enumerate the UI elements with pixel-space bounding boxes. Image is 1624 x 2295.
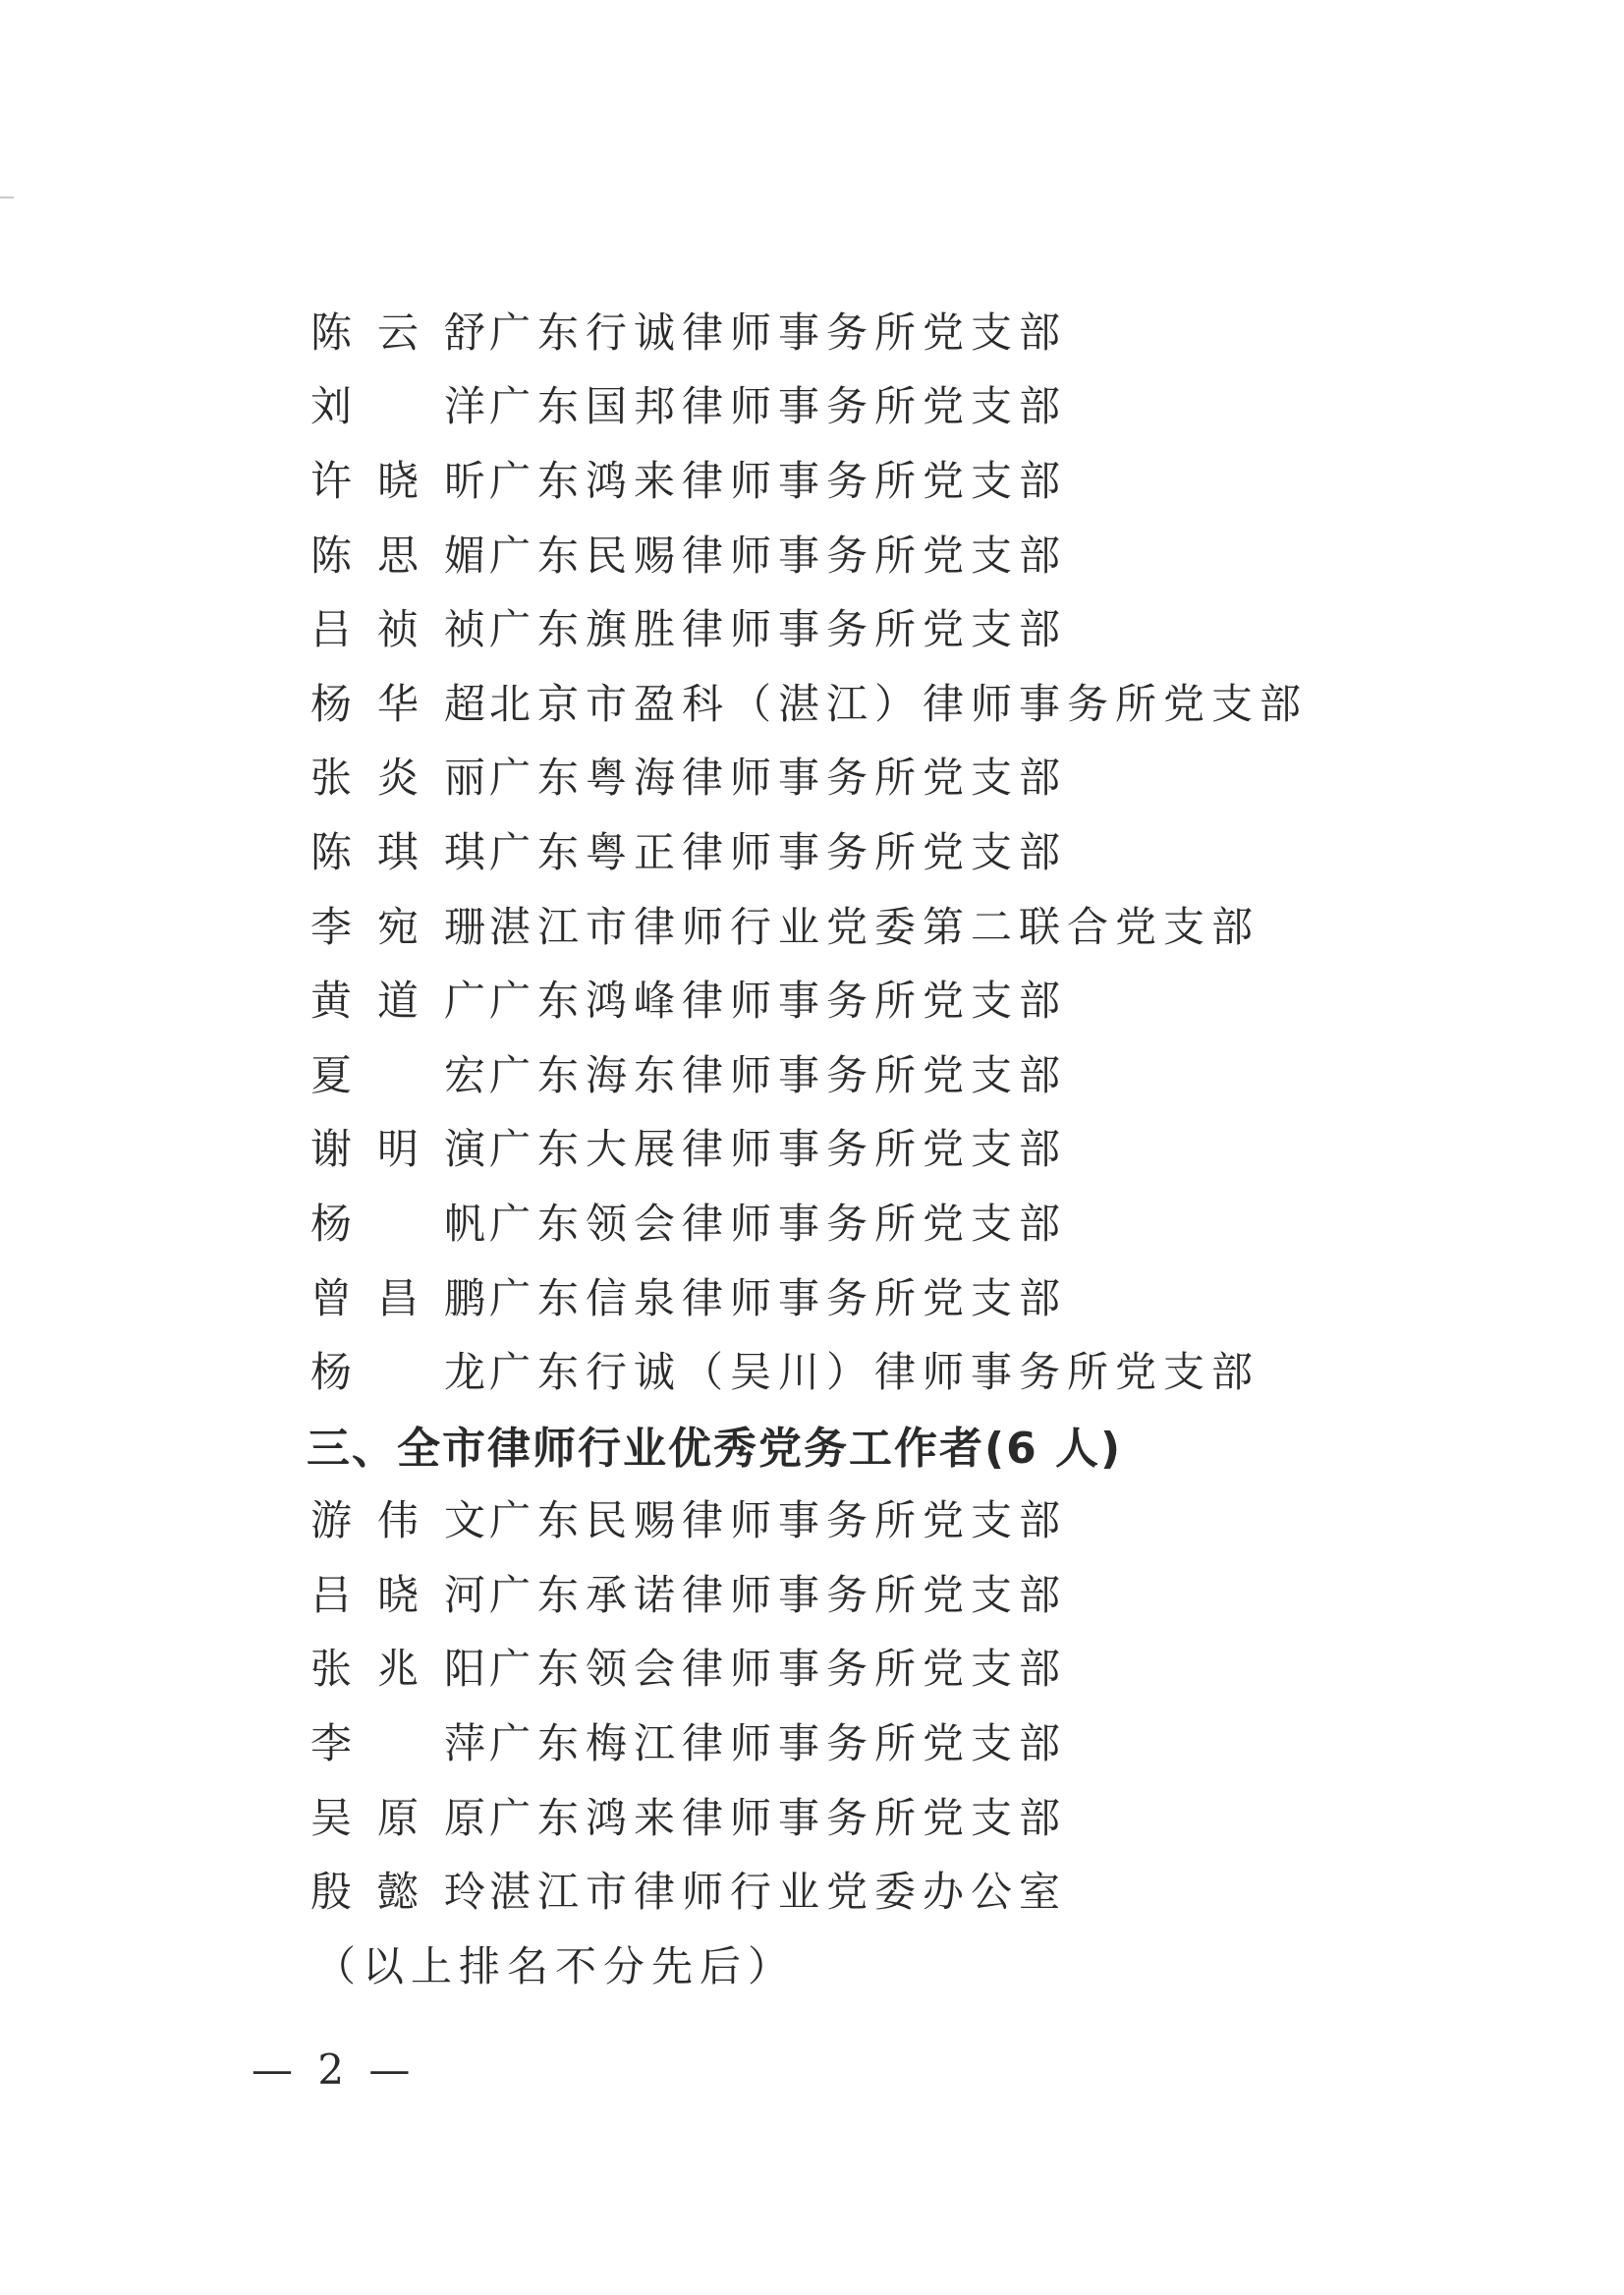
honoree-name: 谢明演	[310, 1125, 489, 1174]
honoree-name: 李萍	[310, 1719, 489, 1768]
honoree-list-section-2	[310, 293, 1489, 1407]
honoree-organization: 湛江市律师行业党委第二联合党支部	[489, 902, 1260, 951]
list-item	[310, 1555, 1489, 1630]
honoree-organization: 广东行诚（吴川）律师事务所党支部	[489, 1348, 1260, 1397]
honoree-organization: 广东民赐律师事务所党支部	[489, 1496, 1068, 1545]
page-number: — 2 —	[252, 2045, 417, 2094]
list-item	[310, 1630, 1489, 1705]
honoree-name: 张炎丽	[310, 754, 489, 803]
list-item	[310, 293, 1489, 367]
honoree-organization: 广东鸿来律师事务所党支部	[489, 456, 1068, 505]
list-item	[310, 1036, 1489, 1110]
honoree-name: 杨帆	[310, 1199, 489, 1248]
list-item	[310, 1332, 1489, 1407]
list-item	[310, 1778, 1489, 1853]
list-item	[310, 664, 1489, 739]
honoree-organization: 广东国邦律师事务所党支部	[489, 382, 1068, 431]
honoree-name: 殷懿玲	[310, 1868, 489, 1917]
honoree-name: 陈思媚	[310, 531, 489, 580]
list-item	[310, 961, 1489, 1036]
honoree-organization: 广东领会律师事务所党支部	[489, 1199, 1068, 1248]
list-item	[310, 1259, 1489, 1333]
honoree-organization: 广东民赐律师事务所党支部	[489, 531, 1068, 580]
honoree-name: 吕祯祯	[310, 605, 489, 654]
section-heading: 三、全市律师行业优秀党务工作者(6 人)	[307, 1423, 1123, 1474]
list-item	[310, 441, 1489, 516]
honoree-organization: 广东海东律师事务所党支部	[489, 1050, 1068, 1099]
honoree-list-section-3	[310, 1482, 1489, 1928]
honoree-name: 张兆阳	[310, 1645, 489, 1694]
list-item	[310, 589, 1489, 664]
honoree-name: 吴原原	[310, 1793, 489, 1842]
honoree-organization: 北京市盈科（湛江）律师事务所党支部	[489, 679, 1309, 728]
list-item	[310, 516, 1489, 590]
list-item	[310, 1852, 1489, 1927]
list-item	[310, 887, 1489, 962]
honoree-organization: 广东鸿来律师事务所党支部	[489, 1793, 1068, 1842]
honoree-name: 李宛珊	[310, 902, 489, 951]
honoree-name: 曾昌鹏	[310, 1273, 489, 1322]
honoree-organization: 广东大展律师事务所党支部	[489, 1125, 1068, 1174]
honoree-name: 杨华超	[310, 679, 489, 728]
honoree-name: 黄道广	[310, 977, 489, 1026]
list-item	[310, 367, 1489, 442]
honoree-list	[307, 293, 1489, 2001]
honoree-name: 杨龙	[310, 1348, 489, 1397]
honoree-name: 游伟文	[310, 1496, 489, 1545]
honoree-organization: 广东粤正律师事务所党支部	[489, 827, 1068, 876]
honoree-name: 刘洋	[310, 382, 489, 431]
list-item	[310, 812, 1489, 887]
honoree-organization: 广东粤海律师事务所党支部	[489, 754, 1068, 803]
edge-mark	[0, 196, 14, 198]
honoree-organization: 广东旗胜律师事务所党支部	[489, 605, 1068, 654]
honoree-name: 陈云舒	[310, 308, 489, 357]
honoree-name: 许晓昕	[310, 456, 489, 505]
list-item	[310, 1482, 1489, 1556]
honoree-organization: 广东行诚律师事务所党支部	[489, 308, 1068, 357]
honoree-organization: 广东承诺律师事务所党支部	[489, 1570, 1068, 1619]
honoree-organization: 广东梅江律师事务所党支部	[489, 1719, 1068, 1768]
honoree-organization: 广东鸿峰律师事务所党支部	[489, 977, 1068, 1026]
honoree-name: 陈琪琪	[310, 827, 489, 876]
list-item	[310, 1704, 1489, 1778]
honoree-name: 吕晓河	[310, 1570, 489, 1619]
honoree-organization: 广东信泉律师事务所党支部	[489, 1273, 1068, 1322]
ranking-note: （以上排名不分先后）	[314, 1941, 797, 1990]
list-item	[310, 739, 1489, 813]
honoree-organization: 湛江市律师行业党委办公室	[489, 1868, 1068, 1917]
honoree-name: 夏宏	[310, 1050, 489, 1099]
list-item	[310, 1184, 1489, 1259]
honoree-organization: 广东领会律师事务所党支部	[489, 1645, 1068, 1694]
list-item	[310, 1110, 1489, 1185]
